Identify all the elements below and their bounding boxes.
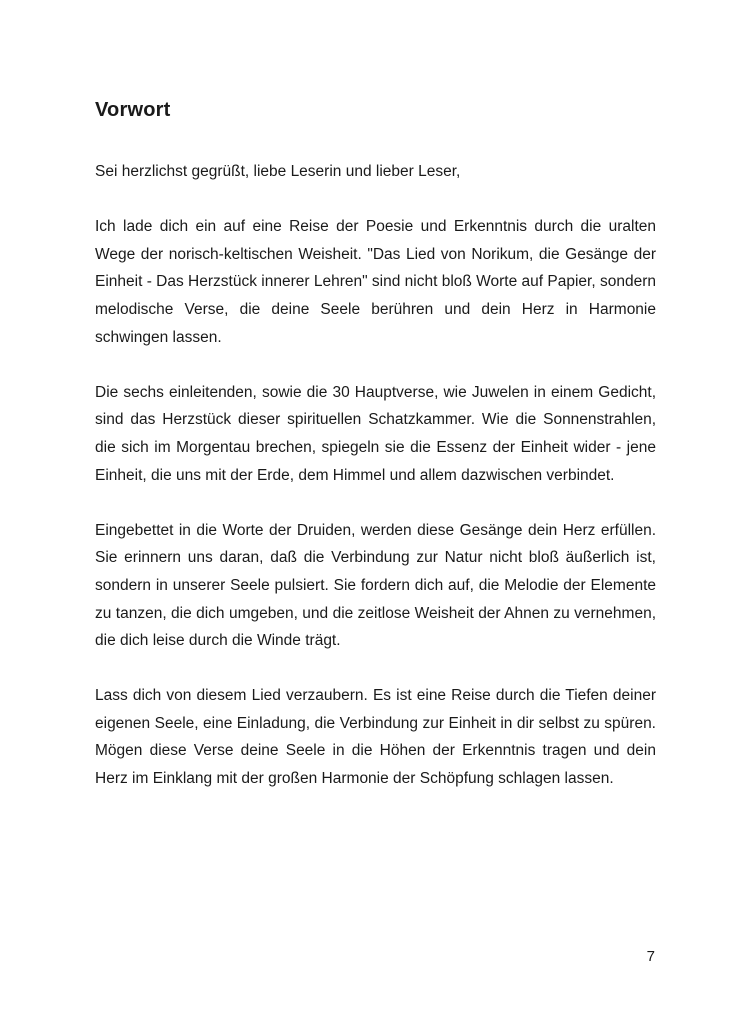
paragraph: Lass dich von diesem Lied verzaubern. Es ist eine Reise durch die Tiefen deiner eigenen Seele, eine Einladung, die Verbindung zur Einheit in dir selbst zu spüren. Mögen diese Verse deine Seele in die Höhen der Erkenntnis tragen und dein Herz im Einklang mit der großen Harmonie der Schöpfung schlagen lassen. [95,687,656,788]
page-number: 7 [646,948,655,965]
page-content [95,96,656,820]
paragraph-greeting: Sei herzlichst gegrüßt, liebe Leserin und lieber Leser, [95,163,461,180]
paragraph: Ich lade dich ein auf eine Reise der Poesie und Erkenntnis durch die uralten Wege der norisch-keltischen Weisheit. "Das Lied von Norikum, die Gesänge der Einheit - Das Herzstück innerer Lehren" sind nicht bloß Worte auf Papier, sondern melodische Verse, die deine Seele berühren und dein Herz in Harmonie schwingen lassen. [95,218,656,346]
page-title: Vorwort [95,99,171,121]
paragraph: Eingebettet in die Worte der Druiden, werden diese Gesänge dein Herz erfüllen. Sie erinnern uns daran, daß die Verbindung zur Natur nicht bloß äußerlich ist, sondern in unserer Seele pulsiert. Sie fordern dich auf, die Melodie der Elemente zu tanzen, die dich umgeben, und die zeitlose Weisheit der Ahnen zu vernehmen, die dich leise durch die Winde trägt. [95,521,656,650]
paragraph: Die sechs einleitenden, sowie die 30 Hauptverse, wie Juwelen in einem Gedicht, sind das Herzstück dieser spirituellen Schatzkammer. Wie die Sonnenstrahlen, die sich im Morgentau brechen, spiegeln sie die Essenz der Einheit wider - jene Einheit, die uns mit der Erde, dem Himmel und allem dazwischen verbindet. [95,383,656,484]
